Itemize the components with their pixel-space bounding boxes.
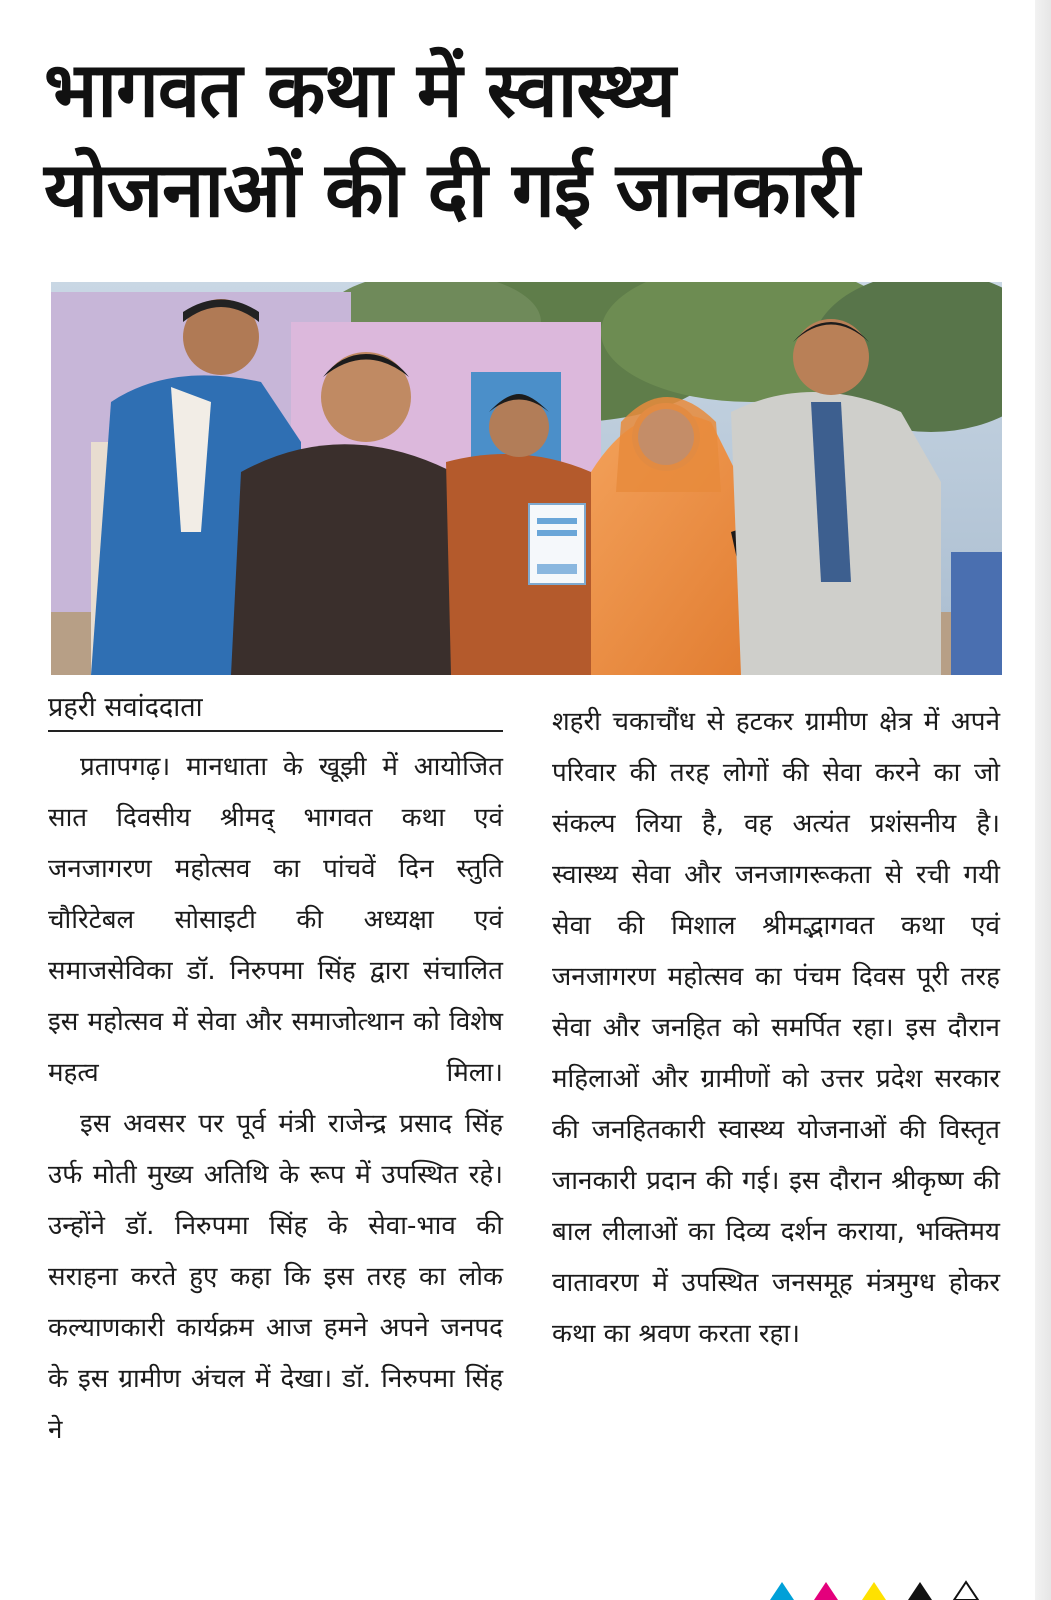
registration-mark-cyan	[770, 1582, 794, 1600]
registration-mark-outline	[954, 1582, 978, 1600]
paragraph-2: इस अवसर पर पूर्व मंत्री राजेन्द्र प्रसाद सिंह उर्फ मोती मुख्य अतिथि के रूप में उपस्थित रहे। उन्होंने डॉ. निरुपमा सिंह के सेवा-भाव की सराहना करते हुए कहा कि इस तरह का लोक कल्याणकारी कार्यक्रम आज हमने अपने जनपद के इस ग्रामीण अंचल में देखा। डॉ. निरुपमा सिंह ने	[48, 1109, 503, 1445]
paragraph-3: शहरी चकाचौंध से हटकर ग्रामीण क्षेत्र में अपने परिवार की तरह लोगों की सेवा करने का जो संकल्प लिया है, वह अत्यंत प्रशंसनीय है। स्वास्थ्य सेवा और जनजागरूकता से रची गयी सेवा की मिशाल श्रीमद्भागवत कथा एवं जनजागरण महोत्सव का पंचम दिवस पूरी तरह सेवा और जनहित को समर्पित रहा। इस दौरान महिलाओं और ग्रामीणों को उत्तर प्रदेश सरकार की जनहितकारी स्वास्थ्य योजनाओं की विस्तृत जानकारी प्रदान की गई। इस दौरान श्रीकृष्ण की बाल लीलाओं का दिव्य दर्शन कराया, भक्तिमय वातावरण में उपस्थित जनसमूह मंत्रमुग्ध होकर कथा का श्रवण करता रहा।	[552, 707, 1000, 1349]
page-edge-shadow	[1035, 0, 1051, 1600]
print-registration-marks	[770, 1568, 1010, 1600]
registration-mark-black	[908, 1582, 932, 1600]
headline	[44, 40, 1004, 240]
registration-mark-magenta	[814, 1582, 838, 1600]
article-column-left	[48, 742, 503, 1456]
byline	[48, 690, 503, 732]
byline-text: प्रहरी सवांददाता	[48, 692, 203, 723]
photo-illustration	[51, 282, 1002, 675]
paragraph-1: प्रतापगढ़। मानधाता के खूझी में आयोजित सात दिवसीय श्रीमद् भागवत कथा एवं जनजागरण महोत्सव का पांचवें दिन स्तुति चौरिटेबल सोसाइटी की अध्यक्षा एवं समाजसेविका डॉ. निरुपमा सिंह द्वारा संचालित इस महोत्सव में सेवा और समाजोत्थान को विशेष महत्व मिला।	[48, 752, 503, 1088]
headline-line-2: योजनाओं की दी गई जानकारी	[44, 145, 859, 234]
headline-line-1: भागवत कथा में स्वास्थ्य	[44, 45, 675, 134]
news-photo	[51, 282, 1002, 675]
registration-mark-yellow	[862, 1582, 886, 1600]
article-column-right	[552, 697, 1000, 1360]
